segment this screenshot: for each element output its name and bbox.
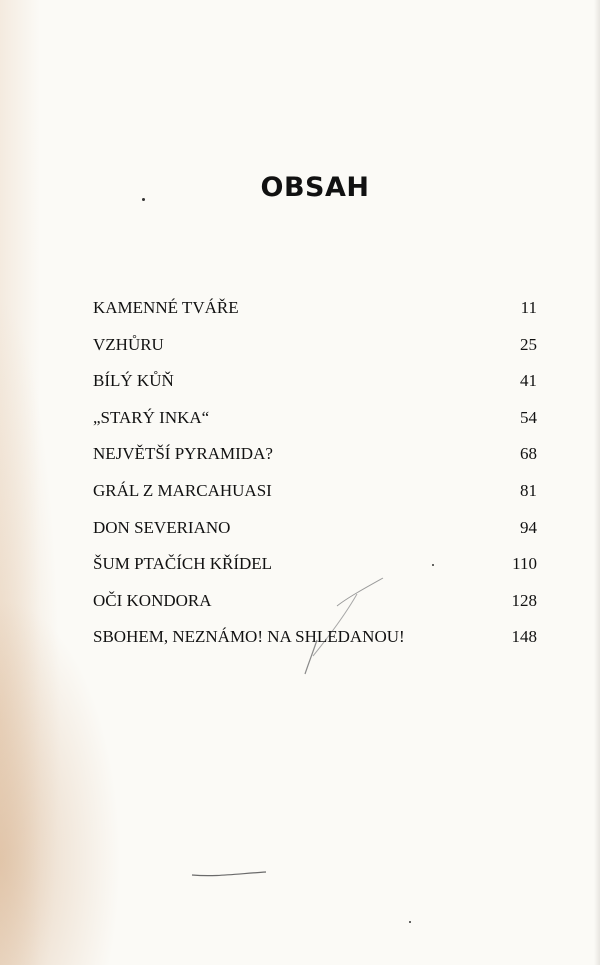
toc-entry-title: SBOHEM, NEZNÁMO! NA SHLEDANOU! <box>93 627 405 647</box>
toc-entry-title: GRÁL Z MARCAHUASI <box>93 480 272 500</box>
toc-entry-page: 68 <box>520 444 537 464</box>
toc-entry-page: 41 <box>520 371 537 391</box>
toc-entry <box>93 436 537 473</box>
toc-entry-title: BÍLÝ KŮŇ <box>93 371 174 391</box>
toc-entry-page: 110 <box>512 554 537 574</box>
toc-entry-title: KAMENNÉ TVÁŘE <box>93 298 239 317</box>
toc-entry-page: 81 <box>520 480 537 500</box>
toc-entry <box>93 400 537 437</box>
toc-entry <box>93 473 537 510</box>
toc-entry-page: 128 <box>511 590 537 610</box>
toc-entry-title: DON SEVERIANO <box>93 517 231 537</box>
page-title: OBSAH <box>260 172 370 203</box>
toc-entry-title: OČI KONDORA <box>93 590 212 610</box>
toc-entry <box>93 510 537 547</box>
toc-entry <box>93 583 537 620</box>
toc-entry-title: ŠUM PTAČÍCH KŘÍDEL <box>93 554 273 574</box>
toc-entry-title: VZHŮRU <box>93 334 164 354</box>
toc-entry <box>93 546 537 583</box>
table-of-contents <box>93 290 537 656</box>
toc-entry <box>93 363 537 400</box>
toc-entry <box>93 327 537 364</box>
toc-entry-title: NEJVĚTŠÍ PYRAMIDA? <box>93 444 273 464</box>
toc-entry-page: 25 <box>520 334 537 354</box>
ink-speck <box>409 921 411 923</box>
toc-entry <box>93 290 537 327</box>
toc-entry-page: 148 <box>511 627 537 647</box>
toc-entry-page: 94 <box>520 517 537 537</box>
pencil-mark <box>190 868 270 882</box>
toc-entry-page: 54 <box>520 407 537 427</box>
toc-entry-title: „STARÝ INKA“ <box>93 407 210 427</box>
toc-entry-page: 11 <box>520 298 537 317</box>
page-edge-shadow <box>594 0 600 965</box>
toc-entry <box>93 619 537 656</box>
